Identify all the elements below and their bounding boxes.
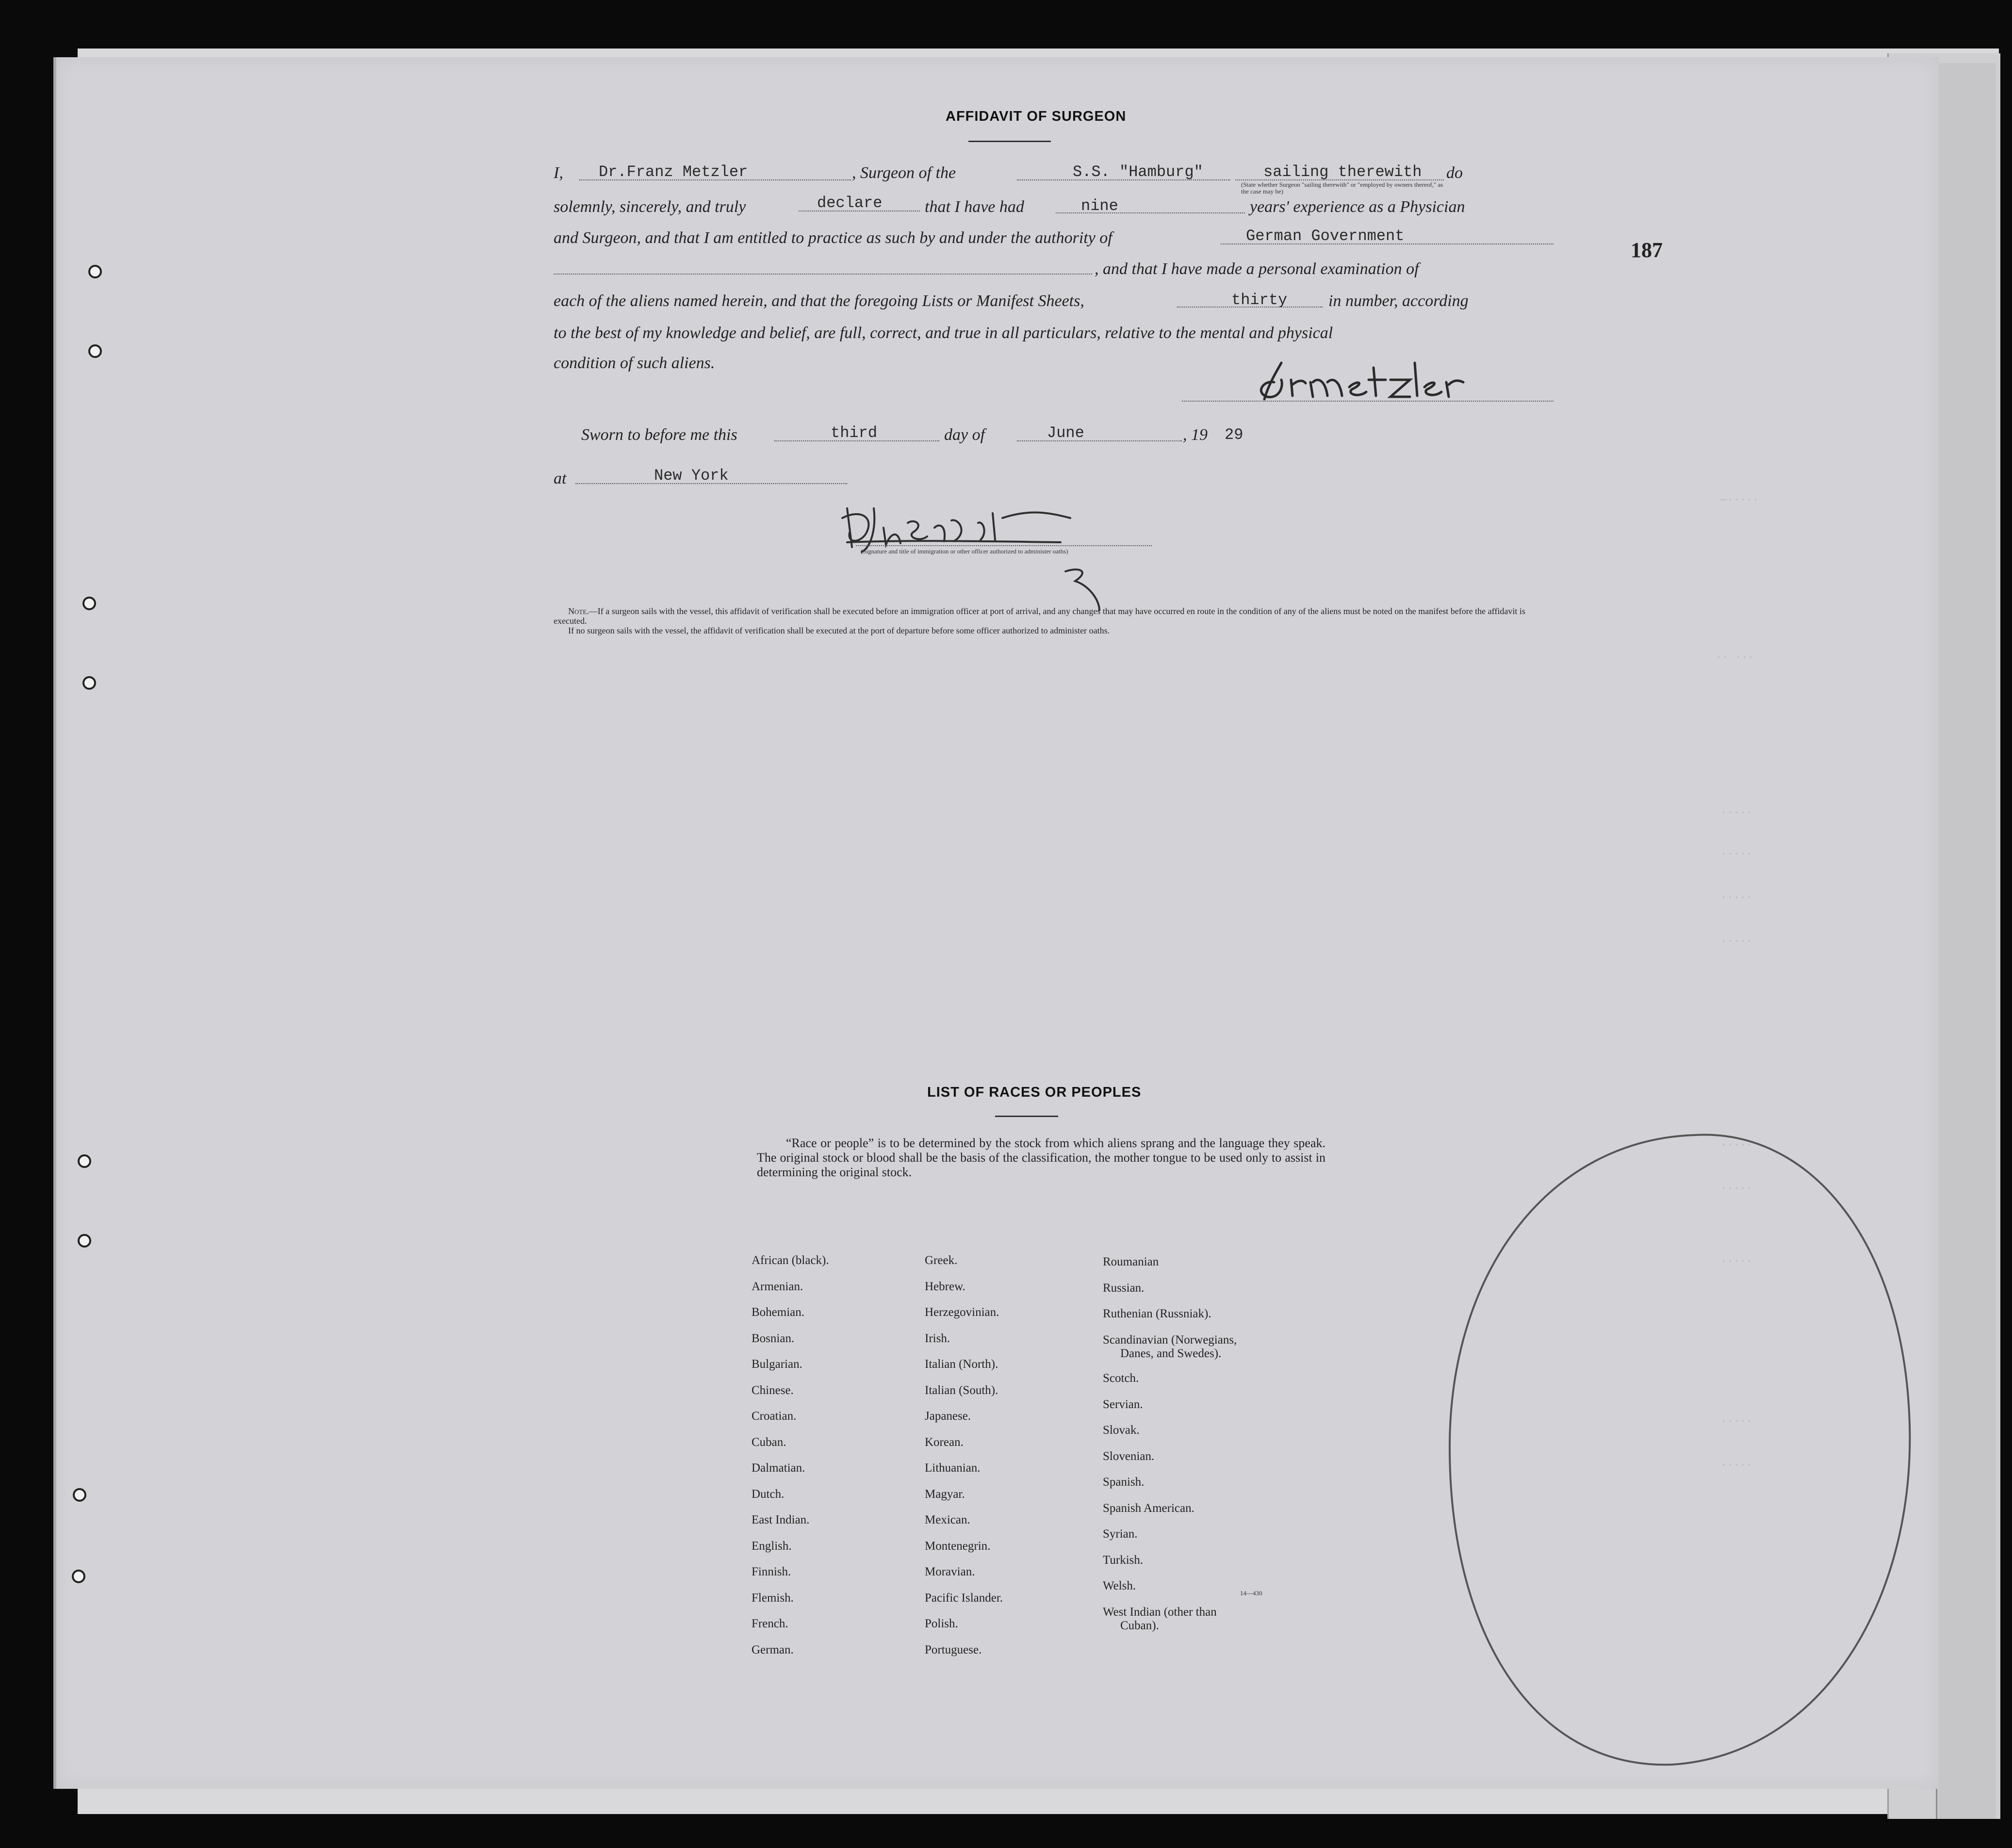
race-item: Bulgarian. [752, 1358, 802, 1371]
punch-hole-icon [88, 265, 102, 278]
race-item: Korean. [925, 1435, 964, 1449]
surgeon-name: Dr.Franz Metzler [599, 163, 748, 181]
fill-line [554, 274, 1092, 275]
race-item: Mexican. [925, 1513, 970, 1526]
sworn-text: day of [944, 426, 985, 444]
document-page [53, 57, 1939, 1789]
sailing-note: (State whether Surgeon "sailing therewith" or "employed by owners thereof," as the case may be) [1241, 181, 1443, 195]
races-title: LIST OF RACES OR PEOPLES [927, 1085, 1142, 1100]
race-item: Dalmatian. [752, 1461, 805, 1475]
affidavit-text: each of the aliens named herein, and that the foregoing Lists or Manifest Sheets, [554, 292, 1084, 310]
race-item: Montenegrin. [925, 1539, 991, 1553]
note-text-1: —If a surgeon sails with the vessel, this affidavit of verification shall be executed before an immigration officer at port of arrival, and any changes that may have occurred en route in the condition of any of the aliens must be noted on the manifest before the affidavit is executed. [554, 606, 1525, 626]
race-item: Irish. [925, 1331, 950, 1345]
signature-line [1182, 401, 1554, 402]
race-item: Scotch. [1103, 1372, 1139, 1385]
race-item: Spanish. [1103, 1475, 1145, 1489]
affidavit-note [554, 606, 1558, 635]
authority-field: German Government [1246, 227, 1405, 245]
ship-name: S.S. "Hamburg" [1073, 163, 1203, 181]
fill-line [1017, 179, 1230, 180]
punch-hole-icon [72, 1570, 85, 1583]
affidavit-text: condition of such aliens. [554, 354, 715, 372]
races-intro: “Race or people” is to be determined by the stock from which aliens sprang and the language they speak. The original stock or blood shall be the basis of the classification, the mother tongue to be used only to assist in determining the original stock. [757, 1136, 1325, 1179]
fill-line [1056, 212, 1245, 213]
note-paragraph-1 [554, 606, 1558, 626]
bleed-through-mark: ····· [1720, 1459, 1753, 1471]
race-item: Syrian. [1103, 1527, 1138, 1540]
bleed-through-mark: ····· [1720, 935, 1753, 947]
race-item: Dutch. [752, 1487, 785, 1501]
race-item: Moravian. [925, 1565, 975, 1578]
years-experience: nine [1081, 197, 1118, 215]
race-item: Ruthenian (Russniak). [1103, 1307, 1211, 1320]
bleed-through-mark: ····· [1720, 1139, 1753, 1151]
race-item: Turkish. [1103, 1553, 1144, 1567]
punch-hole-icon [78, 1234, 91, 1248]
punch-hole-icon [82, 597, 96, 610]
race-item: Roumanian [1103, 1255, 1159, 1268]
race-item: Hebrew. [925, 1280, 965, 1293]
race-item: Magyar. [925, 1487, 965, 1501]
race-item: Croatian. [752, 1410, 797, 1423]
sworn-day: third [831, 424, 878, 442]
race-item: Servian. [1103, 1397, 1143, 1411]
affidavit-title: AFFIDAVIT OF SURGEON [946, 109, 1127, 124]
affidavit-text: do [1446, 164, 1463, 182]
bleed-through-mark: ·· ··· [1716, 651, 1754, 664]
sworn-place: New York [654, 467, 729, 485]
signature-drawing [789, 479, 1138, 615]
bleed-through-mark: ····· [1720, 848, 1753, 860]
race-item: Polish. [925, 1617, 958, 1630]
race-item: Slovenian. [1103, 1449, 1155, 1463]
bleed-through-mark: ····· [1720, 1183, 1753, 1195]
bleed-through-mark: ····· [1720, 892, 1753, 904]
hand-drawn-circle [1444, 1124, 1919, 1774]
affidavit-text: years' experience as a Physician [1250, 198, 1465, 216]
officer-signature [789, 479, 1138, 615]
race-item: Cuban. [752, 1435, 786, 1449]
fill-line [1235, 179, 1444, 180]
race-item: English. [752, 1539, 792, 1553]
sworn-text: , 19 [1183, 426, 1208, 444]
race-item: Pacific Islander. [925, 1591, 1003, 1605]
background-sheet-edge [1936, 63, 1996, 1819]
affidavit-text: to the best of my knowledge and belief, are full, correct, and true in all particulars, relative to the mental and physical [554, 324, 1333, 342]
race-item: East Indian. [752, 1513, 810, 1526]
race-item: Bohemian. [752, 1306, 805, 1319]
race-item: Bosnian. [752, 1331, 795, 1345]
sworn-month: June [1047, 424, 1084, 442]
fill-line [774, 440, 939, 441]
race-item: Spanish American. [1103, 1501, 1194, 1515]
race-item: African (black). [752, 1254, 829, 1267]
fill-line [579, 179, 851, 180]
punch-hole-icon [82, 676, 96, 690]
race-item: Portuguese. [925, 1643, 982, 1656]
affidavit-text: , Surgeon of the [852, 164, 956, 182]
affidavit-prefix: I, [554, 164, 563, 182]
race-item: Lithuanian. [925, 1461, 981, 1475]
race-item: Flemish. [752, 1591, 794, 1605]
sworn-year: 29 [1225, 426, 1243, 444]
race-item: Scandinavian (Norwegians, [1103, 1333, 1237, 1346]
punch-hole-icon [88, 344, 102, 358]
fill-line [1017, 440, 1182, 441]
surgeon-signature [1182, 353, 1560, 406]
race-item: Armenian. [752, 1280, 803, 1293]
race-item: Slovak. [1103, 1424, 1140, 1437]
race-item: Chinese. [752, 1383, 794, 1397]
declare-field: declare [817, 194, 883, 212]
bleed-through-mark: ····· [1720, 807, 1753, 819]
race-item: German. [752, 1643, 794, 1656]
race-item: Italian (North). [925, 1358, 998, 1371]
affidavit-text: solemnly, sincerely, and truly [554, 198, 746, 216]
race-item: Greek. [925, 1254, 958, 1267]
race-item: Cuban). [1120, 1619, 1159, 1632]
fill-line [1177, 307, 1323, 308]
sworn-text: Sworn to before me this [581, 426, 737, 444]
note-paragraph-2: If no surgeon sails with the vessel, the affidavit of verification shall be executed at the port of departure before some officer authorized to administer oaths. [568, 626, 1110, 636]
race-item: Danes, and Swedes). [1120, 1346, 1222, 1360]
title-rule [968, 141, 1051, 142]
sailing-status: sailing therewith [1263, 163, 1422, 181]
officer-caption: (Signature and title of immigration or other officer authorized to administer oaths) [861, 548, 1068, 555]
officer-signature-line [856, 545, 1152, 546]
bleed-through-mark: —····· [1720, 494, 1759, 506]
race-item: Finnish. [752, 1565, 791, 1578]
race-item: Welsh. [1103, 1579, 1136, 1592]
at-text: at [554, 470, 567, 487]
manifest-count: thirty [1231, 291, 1288, 309]
race-item: Italian (South). [925, 1383, 998, 1397]
race-item: Japanese. [925, 1410, 971, 1423]
race-item: French. [752, 1617, 788, 1630]
page-number: 187 [1631, 238, 1663, 262]
bleed-through-mark: ····· [1720, 1255, 1753, 1267]
fill-line [1221, 243, 1554, 244]
form-number: 14—430 [1240, 1589, 1262, 1597]
bleed-through-mark: ····· [1720, 1415, 1753, 1427]
race-item: Russian. [1103, 1281, 1145, 1295]
affidavit-text: and Surgeon, and that I am entitled to practice as such by and under the authority of [554, 229, 1112, 247]
punch-hole-icon [78, 1154, 91, 1168]
signature-drawing [1182, 353, 1560, 406]
race-item: West Indian (other than [1103, 1605, 1217, 1619]
title-rule [995, 1116, 1058, 1117]
punch-hole-icon [73, 1488, 86, 1502]
race-item: Herzegovinian. [925, 1306, 999, 1319]
affidavit-text: in number, according [1328, 292, 1469, 310]
affidavit-text: that I have had [925, 198, 1024, 216]
affidavit-text: , and that I have made a personal examination of [1095, 260, 1419, 278]
note-label: Note. [568, 606, 589, 616]
